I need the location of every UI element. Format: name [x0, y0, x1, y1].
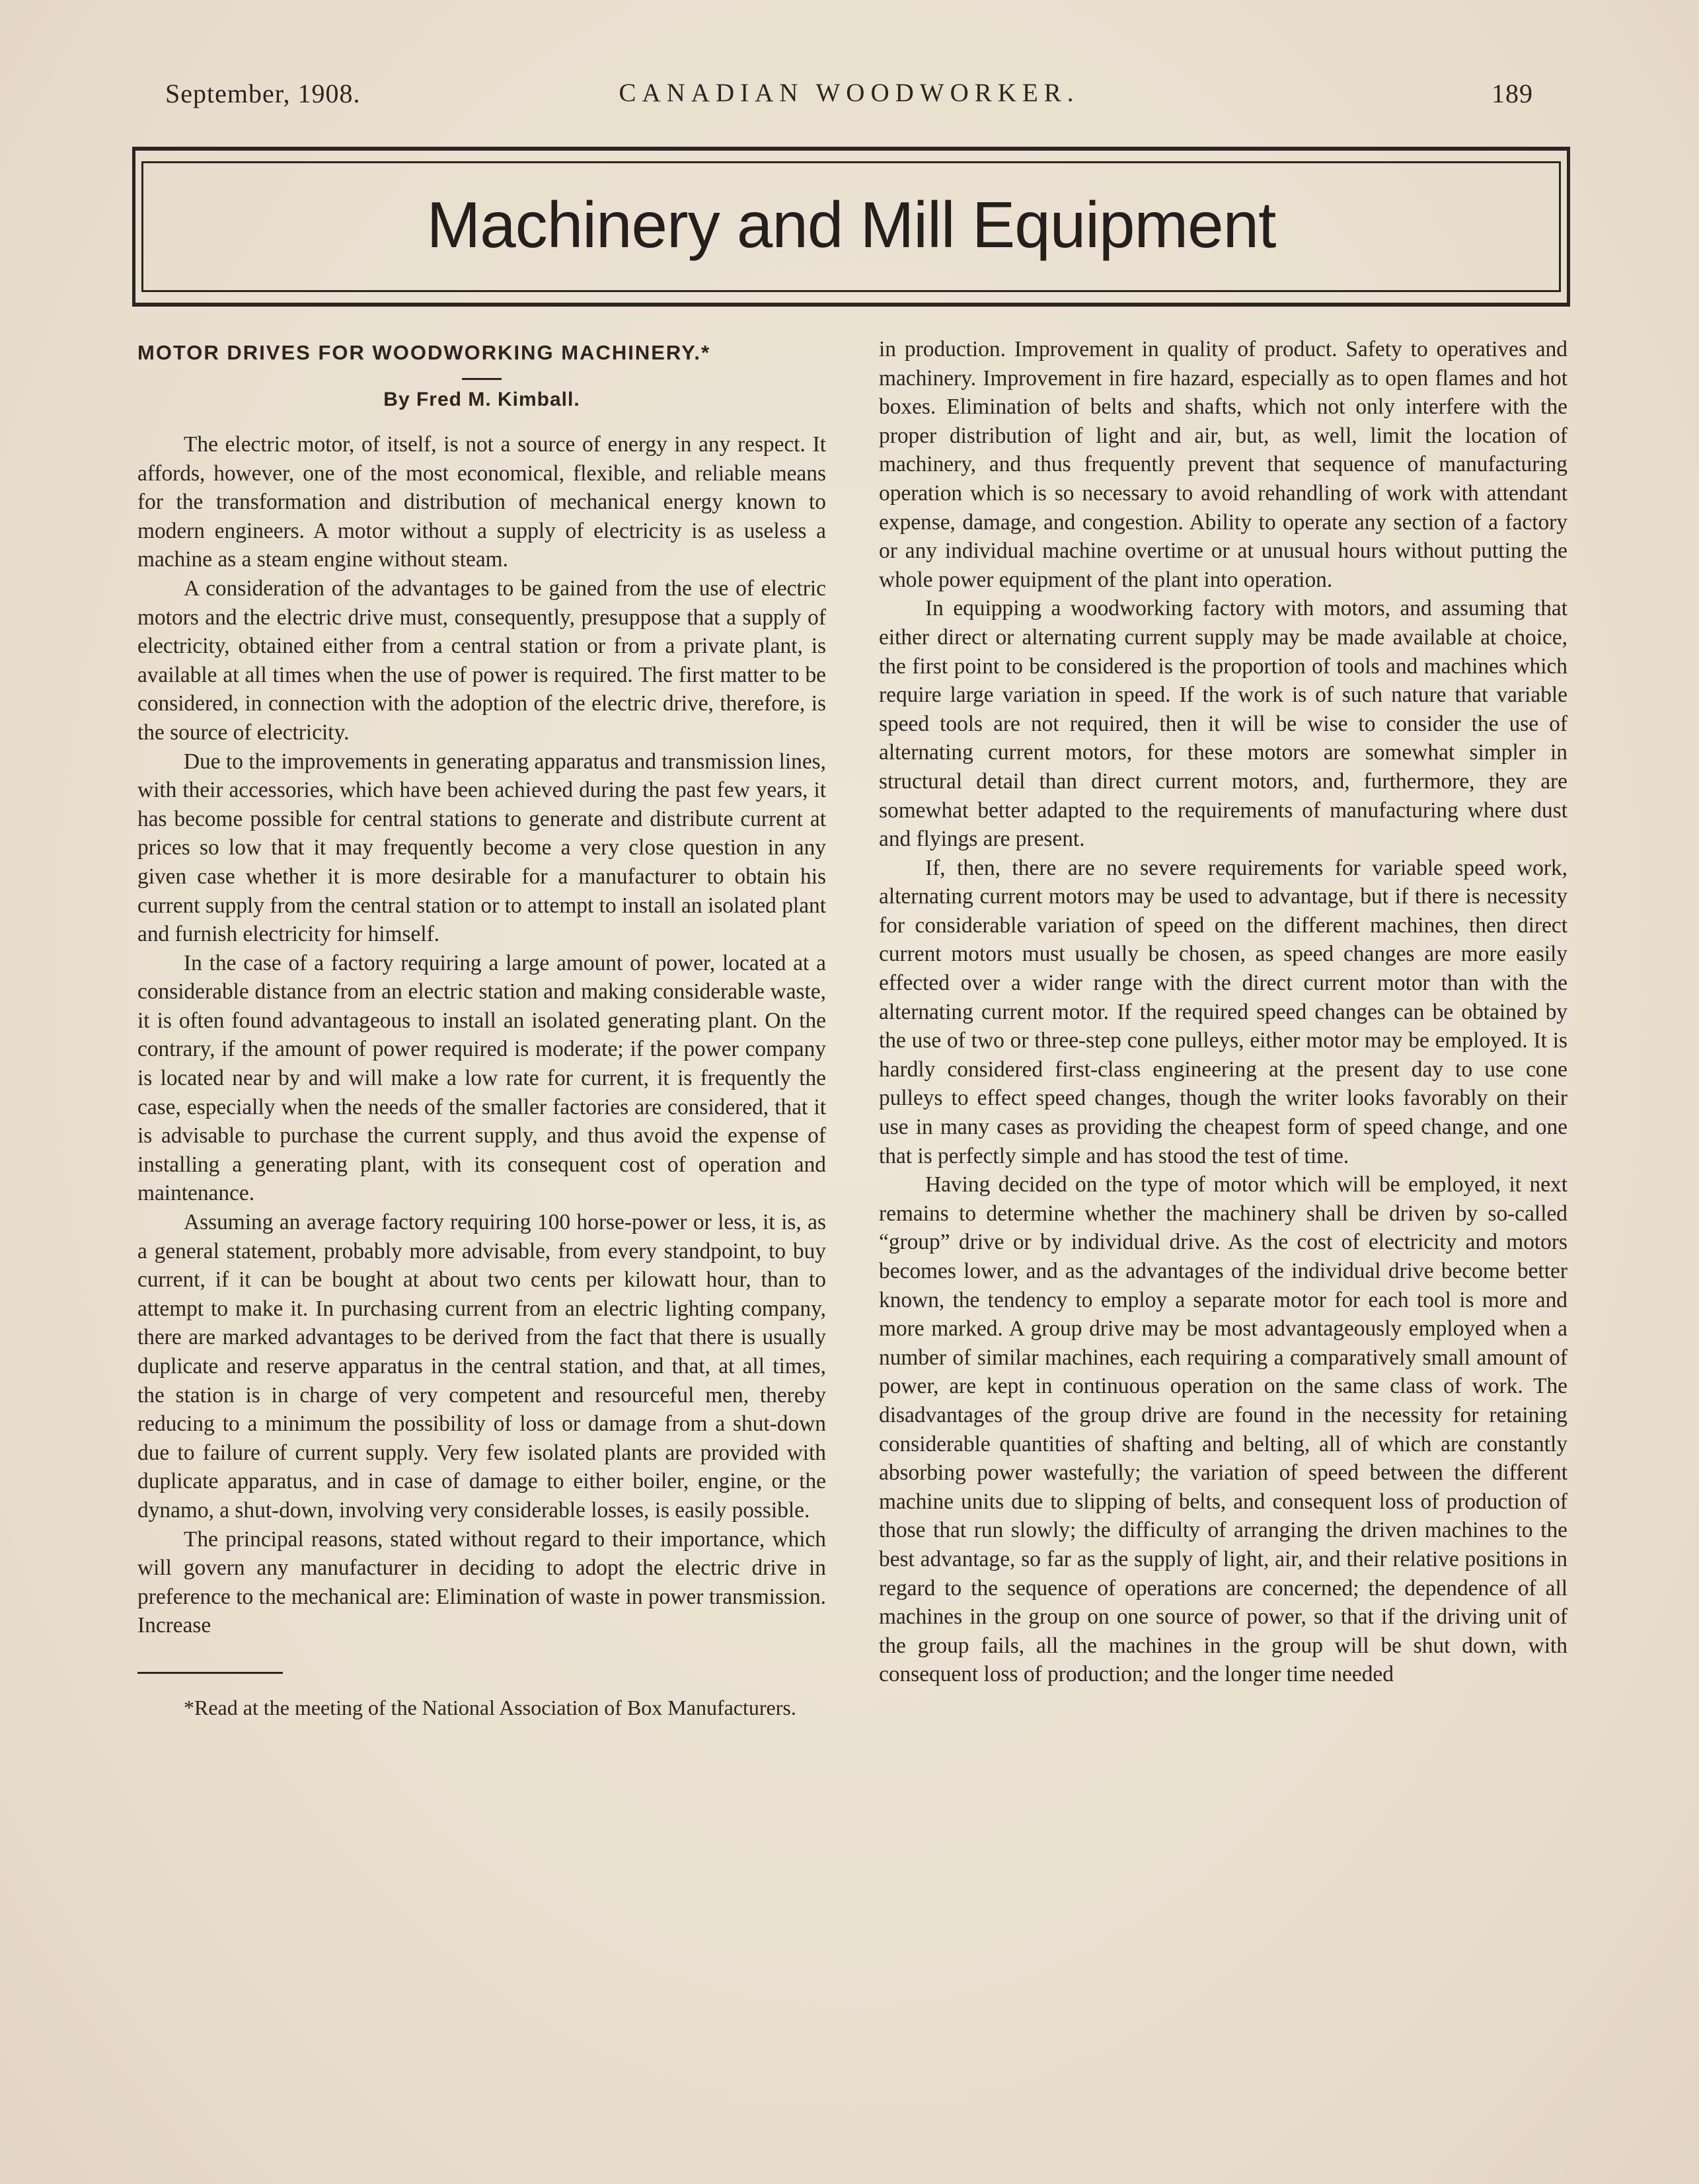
section-title-box — [132, 147, 1570, 307]
article-heading: MOTOR DRIVES FOR WOODWORKING MACHINERY.* — [137, 341, 711, 364]
running-head — [165, 78, 1533, 118]
heading-rule — [462, 378, 502, 380]
paragraph: In equipping a woodworking factory with motors, and assuming that either direct or alternating current supply may be made available at choice, the first point to be considered is the proportion of tools and machines which require large variation in speed. If the work is of such nature that variable speed tools are not required, then it will be wise to consider the use of alternating current motors, for these motors are somewhat simpler in structural detail than direct current motors, and, furthermore, they are somewhat better adapted to the requirements of manufacturing where dust and flyings are present. — [879, 596, 1567, 852]
section-title: Machinery and Mill Equipment — [426, 188, 1276, 261]
right-column — [879, 335, 1567, 1689]
paragraph: The principal reasons, stated without regard to their importance, which will govern any manufacturer in deciding to adopt the electric drive in preference to the mechanical are: Elimination of waste in power transmission. Increase — [137, 1526, 826, 1638]
paragraph: The electric motor, of itself, is not a source of energy in any respect. It affords, however, one of the most economical, flexible, and reliable means for the transformation and distribution of mechanical energy known to modern engineers. A motor without a supply of electricity is as useless a machine as a steam engine without steam. — [137, 432, 826, 572]
paragraph: In the case of a factory requiring a large amount of power, located at a considerable distance from an electric station and making considerable waste, it is often found advantageous to install an isolated generating plant. On the contrary, if the amount of power required is moderate; if the power company is located near by and will make a low rate for current, it is frequently the case, especially when the needs of the smaller factories are considered, that it is advisable to purchase the current supply, and thus avoid the expense of installing a generating plant, with its consequent cost of operation and maintenance. — [137, 950, 826, 1206]
footnote-rule — [137, 1672, 283, 1674]
issue-date: September, 1908. — [165, 79, 361, 108]
paragraph: Assuming an average factory requiring 100 horse-power or less, it is, as a general statement, probably more advisable, from every standpoint, to buy current, if it can be bought at about two cents per kilowatt hour, than to attempt to make it. In purchasing current from an electric lighting company, there are marked advantages to be derived from the fact that there is usually duplicate and reserve apparatus in the central station, and that, at all times, the station is in charge of very competent and resourceful men, thereby reducing to a minimum the possibility of loss or damage from a shut-down due to failure of current supply. Very few isolated plants are provided with duplicate apparatus, and in case of damage to either boiler, engine, or the dynamo, a shut-down, involving very considerable losses, is easily possible. — [137, 1210, 826, 1523]
publication-name: CANADIAN WOODWORKER. — [619, 79, 1080, 107]
footnote: *Read at the meeting of the National Association of Box Manufacturers. — [184, 1695, 796, 1719]
paragraph: A consideration of the advantages to be gained from the use of electric motors and the electric drive must, consequently, presuppose that a supply of electricity, obtained either from a central station or from a private plant, is available at all times when the use of power is required. The first matter to be considered, in connection with the adoption of the electric drive, therefore, is the source of electricity. — [137, 576, 826, 745]
left-column — [137, 330, 826, 1721]
article-byline: By Fred M. Kimball. — [383, 389, 580, 410]
paragraph-continuation: in production. Improvement in quality of product. Safety to operatives and machinery. Improvement in fire hazard, especially as to open flames and hot boxes. Elimination of belts and shafts, which not only interfere with the proper distribution of light and air, but, as well, limit the location of machinery, and thus frequently prevent that sequence of manufacturing operation which is so necessary to avoid rehandling of work with attendant expense, damage, and congestion. Ability to operate any section of a factory or any individual machine overtime or at unusual hours without putting the whole power equipment of the plant into operation. — [879, 337, 1567, 592]
paragraph: Due to the improvements in generating apparatus and transmission lines, with their accessories, which have been achieved during the past few years, it has become possible for central stations to generate and distribute current at prices so low that it may frequently become a very close question in any given case whether it is more desirable for a manufacturer to obtain his current supply from the central station or to attempt to install an isolated plant and furnish electricity for himself. — [137, 749, 826, 947]
paragraph: Having decided on the type of motor which will be employed, it next remains to determine whether the machinery shall be driven by so-called “group” drive or by individual drive. As the cost of electricity and motors becomes lower, and as the advantages of the individual drive become better known, the tendency to employ a separate motor for each tool is more and more marked. A group drive may be most advantageously employed when a number of similar machines, each requiring a comparatively small amount of power, are kept in continuous operation on the same class of work. The disadvantages of the group drive are found in the necessity for retaining considerable quantities of shafting and belting, all of which are constantly absorbing power wastefully; the variation of speed between the different machine units due to slipping of belts, and consequent loss of production of those that run slowly; the difficulty of arranging the driven machines to the best advantage, so far as the supply of light, air, and their relative positions in regard to the sequence of operations are concerned; the dependence of all machines in the group on one source of power, so that if the driving unit of the group fails, all the machines in the group will be shut down, with consequent loss of production; and the longer time needed — [879, 1172, 1567, 1687]
paragraph: If, then, there are no severe requirements for variable speed work, alternating current motors may be used to advantage, but if there is necessity for considerable variation of speed on the different machines, then direct current motors must usually be chosen, as speed changes are more easily effected over a wider range with the direct current motor than with the alternating current motor. If the required speed changes can be obtained by the use of two or three-step cone pulleys, either motor may be employed. It is hardly considered first-class engineering at the present day to use cone pulleys to effect speed changes, though the writer looks favorably on their use in many cases as providing the cheapest form of speed change, and one that is perfectly simple and has stood the test of time. — [879, 855, 1567, 1168]
page-number: 189 — [1491, 79, 1533, 108]
